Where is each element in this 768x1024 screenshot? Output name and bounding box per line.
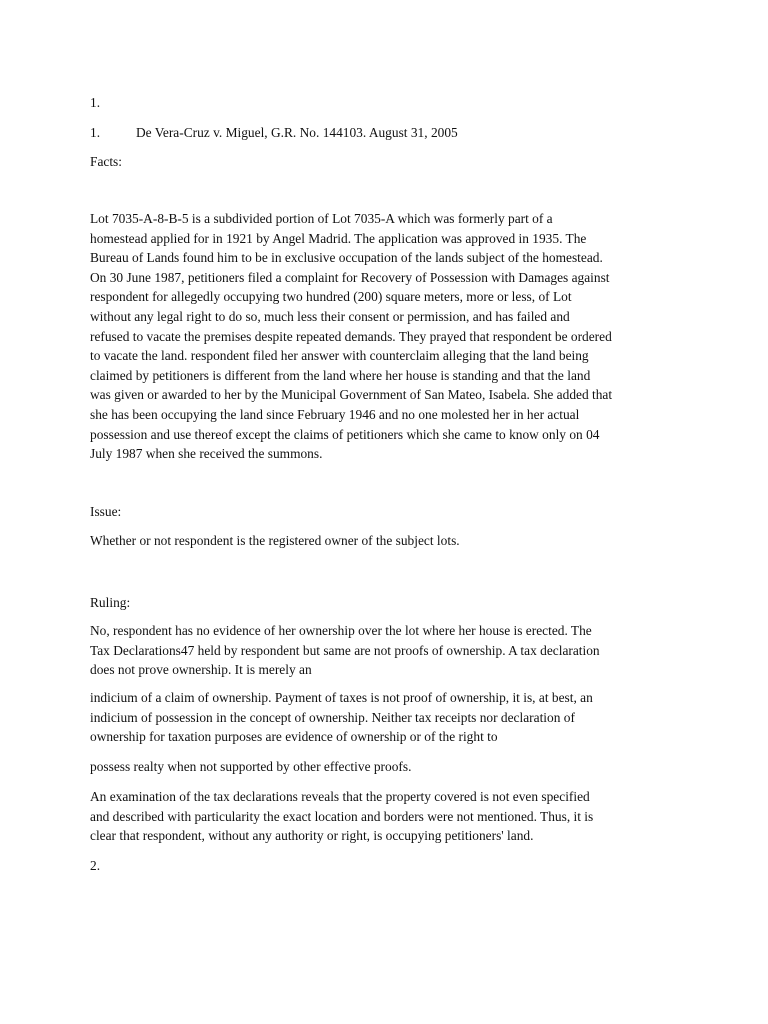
ruling-line: Tax Declarations47 held by respondent but same are not proofs of ownership. A tax declaration [90, 642, 600, 658]
ruling-paragraph-3: possess realty when not supported by other effective proofs. [90, 759, 412, 774]
ruling-line: and described with particularity the exact location and borders were not mentioned. Thus, it is [90, 808, 594, 824]
facts-line: she has been occupying the land since February 1946 and no one molested her in her actual [90, 406, 580, 422]
bottom-list-number: 2. [90, 858, 101, 873]
ruling-paragraph-4 [90, 787, 690, 846]
facts-line: to vacate the land. respondent filed her answer with counterclaim alleging that the land being [90, 348, 589, 364]
ruling-paragraph-1 [90, 621, 690, 680]
ruling-line: indicium of possession in the concept of ownership. Neither tax receipts nor declaration of [90, 709, 575, 725]
issue-text: Whether or not respondent is the registered owner of the subject lots. [90, 533, 460, 548]
ruling-line: No, respondent has no evidence of her ownership over the lot where her house is erected. The [90, 623, 592, 638]
ruling-line: does not prove ownership. It is merely an [90, 662, 312, 678]
facts-line: respondent for allegedly occupying two hundred (200) square meters, more or less, of Lot [90, 289, 572, 305]
facts-line: Lot 7035-A-8-B-5 is a subdivided portion of Lot 7035-A which was formerly part of a [90, 211, 553, 226]
facts-line: July 1987 when she received the summons. [90, 446, 323, 462]
facts-line: Bureau of Lands found him to be in exclusive occupation of the lands subject of the homestead. [90, 250, 603, 266]
facts-line: was given or awarded to her by the Municipal Government of San Mateo, Isabela. She added that [90, 387, 613, 403]
facts-line: possession and use thereof except the claims of petitioners which she came to know only on 04 [90, 426, 600, 442]
facts-line: homestead applied for in 1921 by Angel Madrid. The application was approved in 1935. The [90, 230, 587, 246]
facts-line: without any legal right to do so, much less their consent or permission, and has failed and [90, 308, 570, 324]
ruling-line: indicium of a claim of ownership. Payment of taxes is not proof of ownership, it is, at best, an [90, 690, 593, 705]
ruling-line: An examination of the tax declarations reveals that the property covered is not even specified [90, 789, 590, 804]
facts-line: refused to vacate the premises despite repeated demands. They prayed that respondent be ordered [90, 328, 612, 344]
case-heading-number: 1. [90, 125, 101, 140]
case-heading-title: De Vera-Cruz v. Miguel, G.R. No. 144103. August 31, 2005 [136, 125, 458, 140]
facts-paragraph [90, 209, 690, 464]
ruling-line: ownership for taxation purposes are evidence of ownership or of the right to [90, 729, 498, 745]
issue-heading: Issue: [90, 504, 122, 519]
ruling-line: clear that respondent, without any authority or right, is occupying petitioners' land. [90, 828, 534, 844]
ruling-paragraph-2 [90, 688, 690, 747]
ruling-heading: Ruling: [90, 595, 131, 610]
top-list-number: 1. [90, 95, 101, 110]
facts-heading: Facts: [90, 154, 122, 169]
facts-line: claimed by petitioners is different from the land where her house is standing and that the land [90, 367, 591, 383]
facts-line: On 30 June 1987, petitioners filed a complaint for Recovery of Possession with Damages against [90, 269, 610, 285]
case-heading [90, 123, 458, 143]
